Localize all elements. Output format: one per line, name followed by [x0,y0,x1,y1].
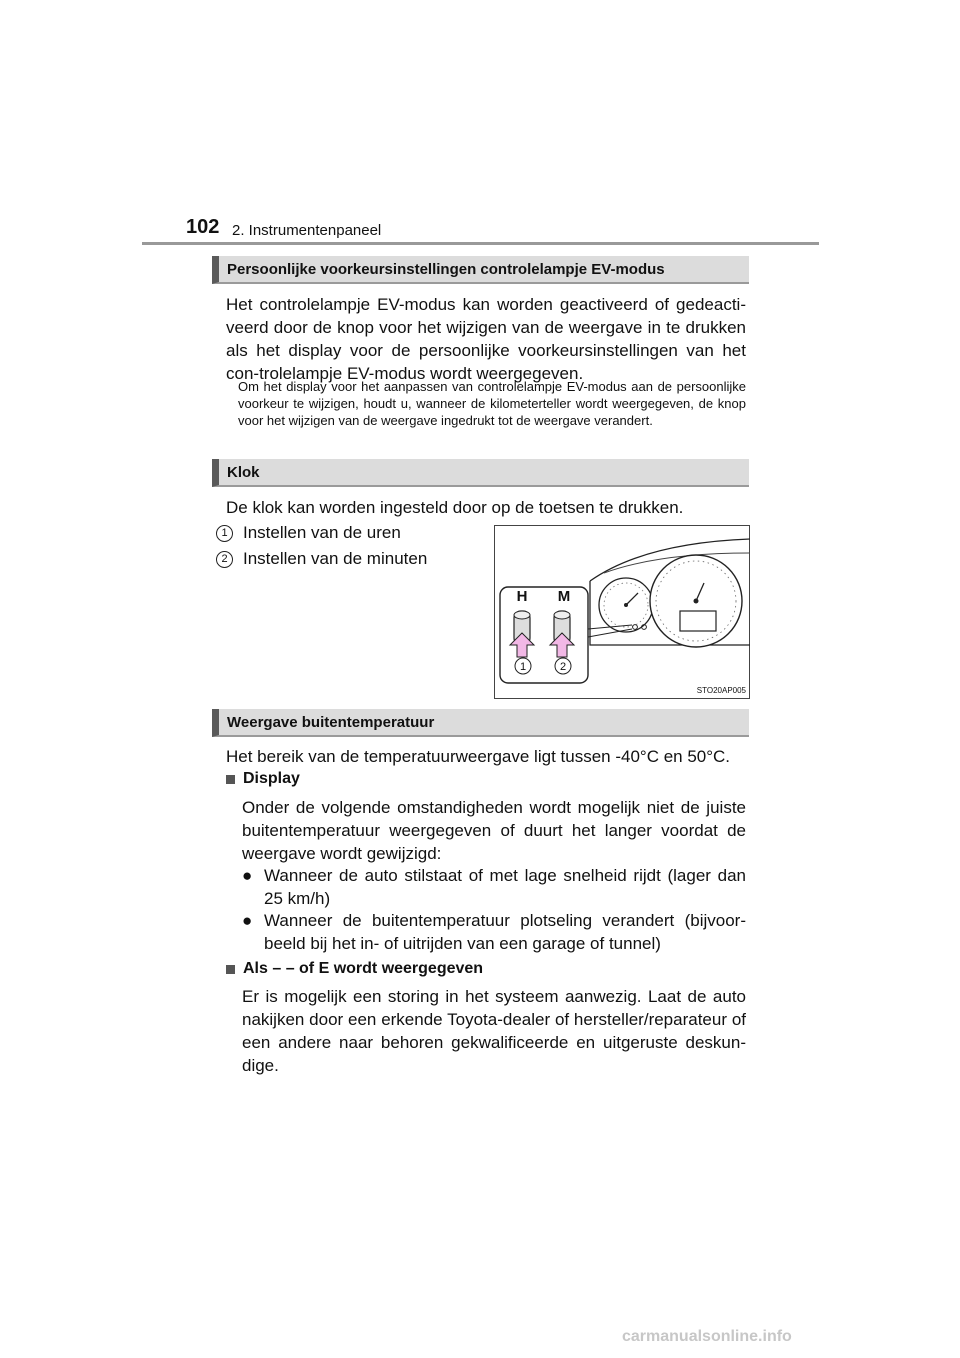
list-item-label: Instellen van de uren [243,523,401,542]
section-note: Om het display voor het aanpassen van controlelampje EV-modus aan de persoonlijke voorkeur te wijzigen, houdt u, wanneer de kilometerteller wordt weergegeven, de knop voor het wijzigen van de weergave ingedrukt tot de weergave verandert. [238,379,746,428]
speedometer-icon [650,555,742,647]
subsection-title: Display [243,770,300,787]
section-paragraph: De klok kan worden ingesteld door op de toetsen te drukken. [226,498,684,517]
illustration-code: STO20AP005 [696,686,746,695]
callout-number: 2 [216,551,233,568]
subsection-heading-display [226,770,300,788]
section-paragraph: Het controlelampje EV-modus kan worden geactiveerd of gedeacti-veerd door de knop voor het wijzigen van de weergave in te drukken als het display voor de persoonlijke voorkeursinstellingen van het con-trolelampje EV-modus wordt weergegeven. [226,295,746,383]
list-item-text: Wanneer de buitentemperatuur plotseling verandert (bijvoor-beeld bij het in- of uitrijden van een garage of tunnel) [264,911,746,953]
callout-number: 2 [559,661,567,673]
list-item [242,864,746,910]
subsection-paragraph: Onder de volgende omstandigheden wordt mogelijk niet de juiste buitentemperatuur weergegeven of duurt het langer voordat de weergave wordt gewijzigd: [242,798,746,863]
subsection-title: Als – – of E wordt weergegeven [243,960,484,977]
small-gauge-icon [599,578,653,632]
list-item [216,548,427,570]
page-number: 102 [186,216,220,238]
watermark: carmanualsonline.info [622,1328,792,1345]
subsection-heading-error [226,960,483,978]
list-item [242,909,746,955]
instrument-panel-clock-illustration [494,525,750,699]
bullet-icon: ● [242,911,253,930]
page-header [0,0,960,250]
chapter-title: 2. Instrumentenpaneel [232,222,382,239]
callout-number: 1 [216,525,233,542]
section-heading-ev-mode [212,256,749,284]
list-item-label: Instellen van de minuten [243,549,428,568]
list-item-text: Wanneer de auto stilstaat of met lage snelheid rijdt (lager dan 25 km/h) [264,866,746,908]
section-heading-outside-temperature [212,709,749,737]
hour-button-label: H [516,588,528,605]
section-paragraph: Het bereik van de temperatuurweergave ligt tussen -40°C en 50°C. [226,747,731,766]
square-bullet-icon [226,965,235,974]
list-item [216,522,401,544]
subsection-paragraph: Er is mogelijk een storing in het systeem aanwezig. Laat de auto nakijken door een erkende Toyota-dealer of hersteller/reparateur of een andere naar behoren gekwalificeerde en uitgeruste deskun-dige. [242,987,746,1075]
section-title: Persoonlijke voorkeursinstellingen controlelampje EV-modus [227,261,665,278]
section-title: Weergave buitentemperatuur [227,714,435,731]
section-heading-clock [212,459,749,487]
square-bullet-icon [226,775,235,784]
callout-number: 1 [519,661,527,673]
minute-button-label: M [557,588,571,605]
bullet-icon: ● [242,866,253,885]
header-divider [142,242,819,245]
section-title: Klok [227,464,260,481]
